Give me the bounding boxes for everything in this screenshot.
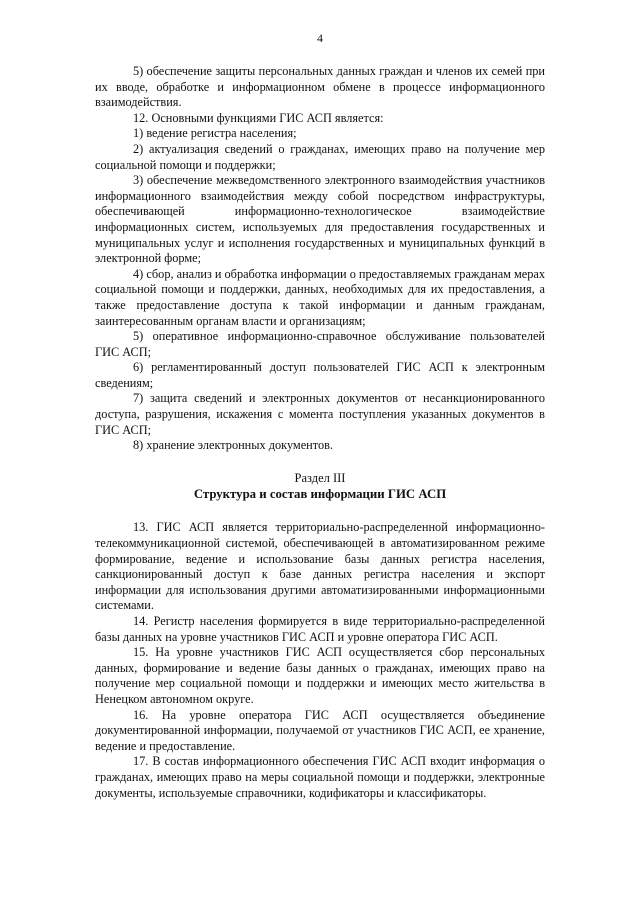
section-label: Раздел III	[294, 470, 346, 485]
paragraph: 5) обеспечение защиты персональных данных граждан и членов их семей при их вводе, обработке и информационном обмене в процессе информационного взаимодействия.	[95, 64, 545, 110]
paragraph: 2) актуализация сведений о гражданах, имеющих право на получение мер социальной помощи и поддержки;	[95, 141, 545, 172]
paragraph: 5) оперативное информационно-справочное обслуживание пользователей ГИС АСП;	[95, 329, 545, 359]
section-heading	[95, 471, 545, 504]
section-title: Структура и состав информации ГИС АСП	[193, 487, 447, 502]
paragraph: 8) хранение электронных документов.	[133, 438, 333, 453]
paragraph: 13. ГИС АСП является территориально-распределенной информационно-телекоммуникационной системой, обеспечивающей в автоматизированном режиме формирование, ведение и использование базы данных регистра населения, санкционированный доступ к базе данных регистра населения и экспорт информации для использования другими автоматизированными информационными системами.	[95, 520, 545, 613]
paragraph: 17. В состав информационного обеспечения ГИС АСП входит информация о гражданах, имеющих право на меры социальной помощи и поддержки, электронные документы, используемые справочники, кодификаторы и классификаторы.	[95, 754, 545, 800]
paragraph: 6) регламентированный доступ пользователей ГИС АСП к электронным сведениям;	[95, 360, 545, 390]
paragraph: 1) ведение регистра населения;	[133, 126, 297, 141]
paragraph: 12. Основными функциями ГИС АСП является:	[133, 110, 384, 125]
paragraph: 16. На уровне оператора ГИС АСП осуществляется объединение документированной информации, получаемой от участников ГИС АСП, ее хранение, ведение и предоставление.	[95, 707, 545, 753]
paragraph: 15. На уровне участников ГИС АСП осуществляется сбор персональных данных, формирование и ведение базы данных о гражданах, имеющих право на получение мер социальной помощи и поддержки и имеющих место жительства в Ненецком автономном округе.	[95, 645, 545, 706]
paragraph: 7) защита сведений и электронных документов от несанкционированного доступа, разрушения, искажения с момента поступления указанных документов в ГИС АСП;	[95, 391, 545, 437]
paragraph: 14. Регистр населения формируется в виде территориально-распределенной базы данных на уровне участников ГИС АСП и уровне оператора ГИС АСП.	[95, 614, 545, 644]
page-number: 4	[317, 31, 323, 45]
document-body	[95, 64, 545, 801]
paragraph: 4) сбор, анализ и обработка информации о предоставляемых гражданам мерах социальной помощи и поддержки, данных, необходимых для их предоставления, а также предоставление доступа к такой информации и данным гражданам, заинтересованным органам власти и организациям;	[95, 266, 546, 328]
paragraph: 3) обеспечение межведомственного электронного взаимодействия участников информационного взаимодействия между собой посредством инфраструктуры, обеспечивающей информационно-технологическое взаимодействие информационных систем, используемых для предоставления государственных и муниципальных услуг и исполнения государственных и муниципальных функций в электронной форме;	[95, 173, 545, 266]
